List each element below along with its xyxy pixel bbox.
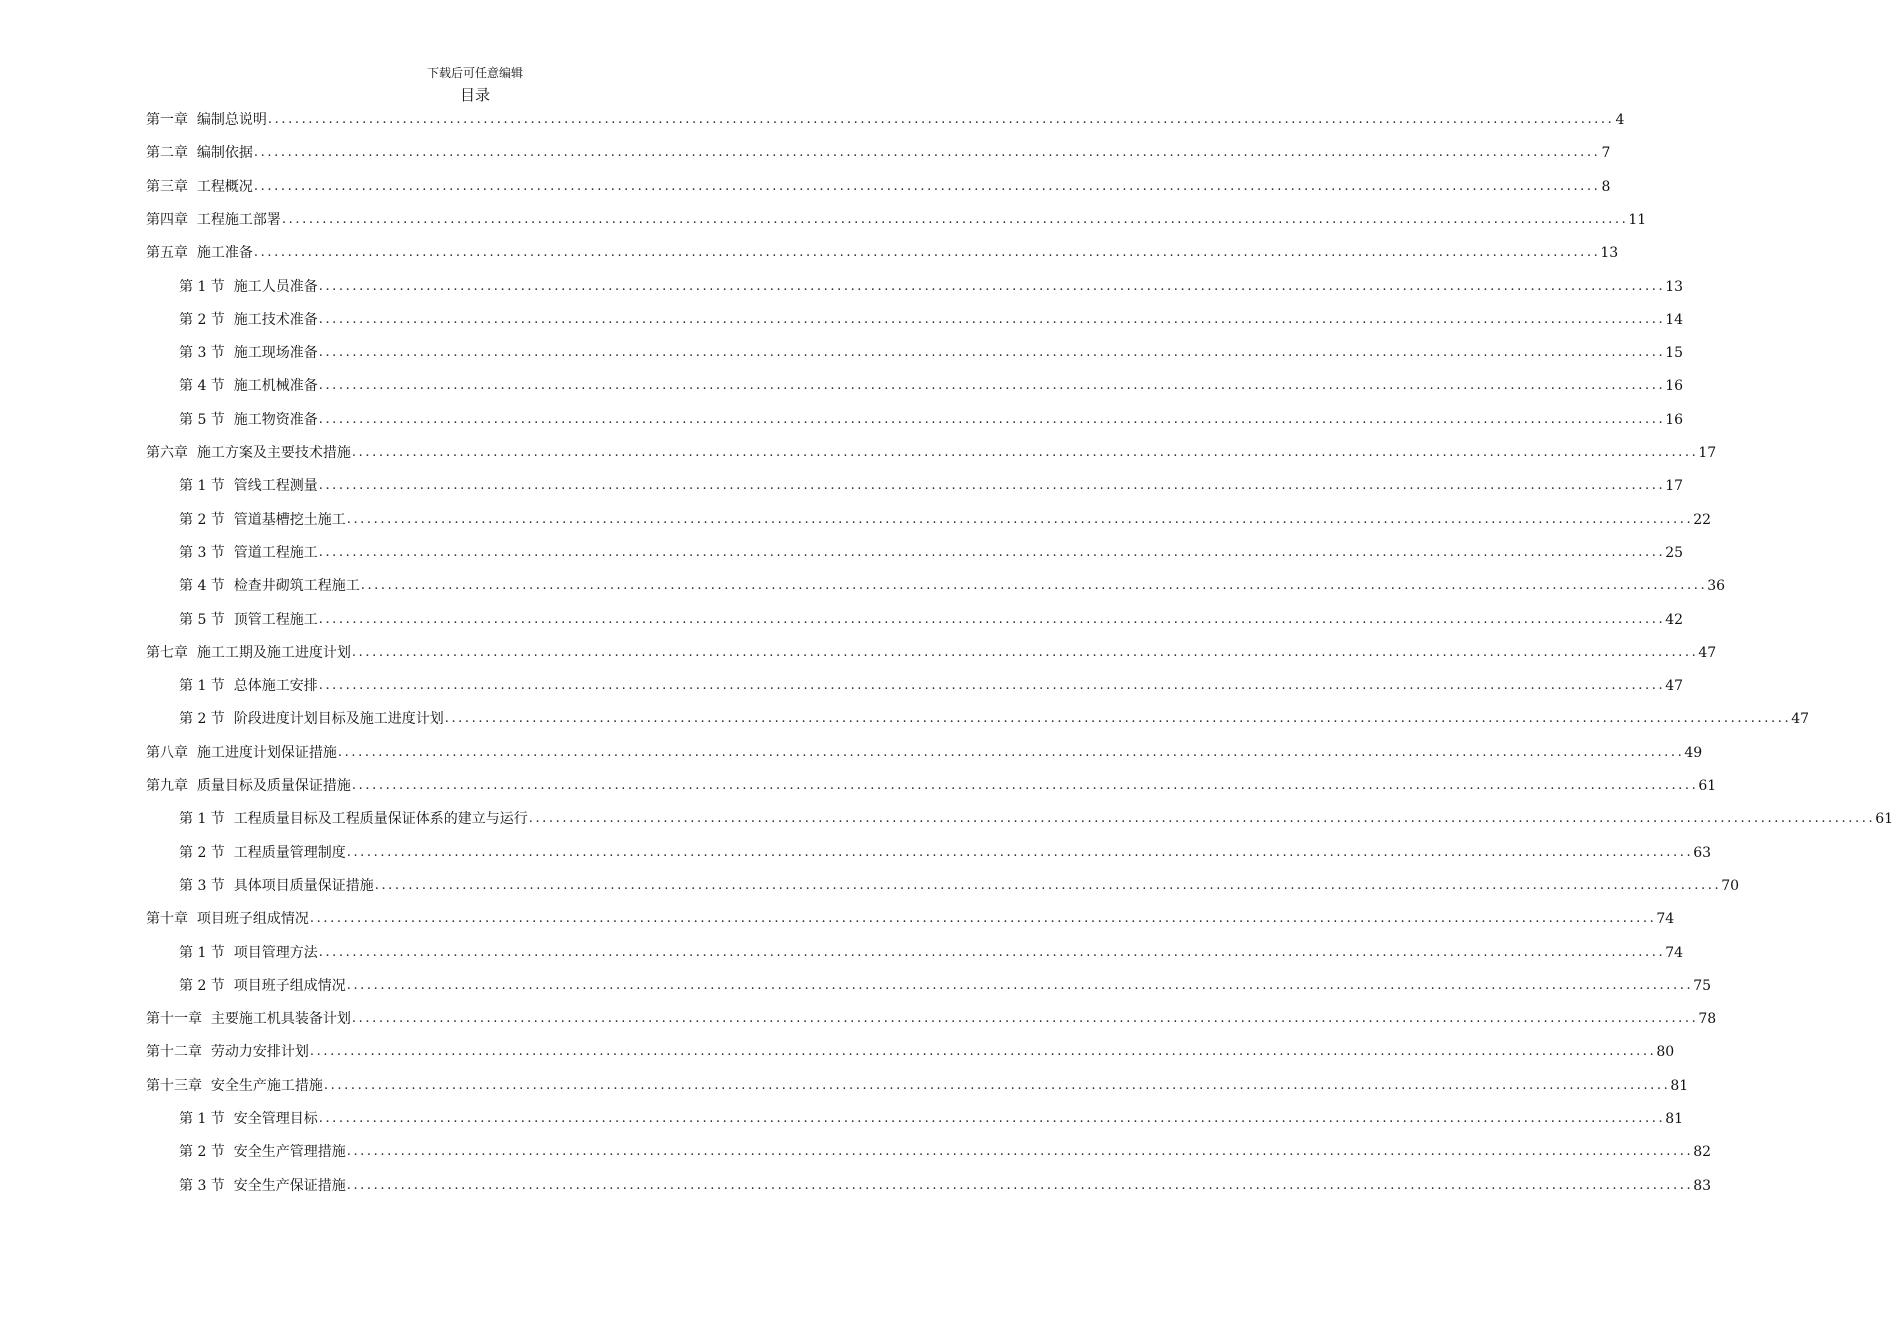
toc-entry-label: 第 1 节 项目管理方法 — [179, 944, 318, 961]
toc-dot-leader: ........................................................................................................................................................................................................ — [318, 478, 1666, 494]
toc-entry-page-number: 80 — [1656, 1044, 1675, 1061]
toc-section-entry[interactable] — [179, 608, 1684, 632]
toc-entry-page-number: 17 — [1698, 445, 1717, 461]
toc-dot-leader: ........................................................................................................................................................................................................ — [318, 1111, 1666, 1126]
toc-dot-leader: ........................................................................................................................................................................................................ — [309, 1044, 1657, 1060]
toc-chapter-entry[interactable] — [146, 208, 1647, 232]
toc-dot-leader: ........................................................................................................................................................................................................ — [318, 944, 1666, 960]
toc-entry-label: 第 3 节 管道工程施工 — [179, 544, 318, 561]
toc-entry-label: 第 5 节 顶管工程施工 — [179, 611, 318, 628]
toc-entry-page-number: 15 — [1665, 345, 1684, 362]
toc-entry-label: 第 1 节 总体施工安排 — [179, 678, 318, 695]
toc-chapter-entry[interactable] — [146, 1007, 1717, 1031]
toc-section-entry[interactable] — [179, 1140, 1712, 1164]
toc-dot-leader: ........................................................................................................................................................................................................ — [346, 511, 1694, 527]
toc-entry-label: 第 1 节 管线工程测量 — [179, 478, 318, 495]
toc-dot-leader: ........................................................................................................................................................................................................ — [528, 811, 1876, 827]
toc-entry-label: 第 3 节 施工现场准备 — [179, 345, 318, 362]
toc-section-entry[interactable] — [179, 308, 1684, 332]
toc-section-entry[interactable] — [179, 541, 1684, 565]
toc-entry-page-number: 7 — [1601, 145, 1611, 162]
toc-entry-label: 第 2 节 安全生产管理措施 — [179, 1144, 346, 1161]
toc-entry-label: 第 4 节 检查井砌筑工程施工 — [179, 578, 360, 595]
toc-entry-page-number: 61 — [1698, 778, 1717, 794]
toc-entry-page-number: 74 — [1665, 944, 1684, 961]
toc-section-entry[interactable] — [179, 707, 1810, 731]
toc-dot-leader: ........................................................................................................................................................................................................ — [318, 678, 1666, 694]
toc-dot-leader: ........................................................................................................................................................................................................ — [267, 112, 1615, 127]
toc-section-entry[interactable] — [179, 1174, 1712, 1198]
toc-section-entry[interactable] — [179, 941, 1684, 965]
toc-section-entry[interactable] — [179, 841, 1712, 865]
toc-entry-page-number: 70 — [1721, 877, 1740, 894]
toc-dot-leader: ........................................................................................................................................................................................................ — [351, 445, 1699, 460]
toc-entry-page-number: 16 — [1665, 378, 1684, 395]
toc-entry-label: 第 2 节 工程质量管理制度 — [179, 844, 346, 861]
toc-entry-page-number: 63 — [1693, 844, 1712, 861]
toc-section-entry[interactable] — [179, 1107, 1684, 1131]
toc-entry-page-number: 47 — [1698, 644, 1717, 661]
toc-chapter-entry[interactable] — [146, 1040, 1675, 1064]
toc-entry-page-number: 78 — [1698, 1011, 1717, 1028]
toc-section-entry[interactable] — [179, 974, 1712, 998]
toc-entry-page-number: 13 — [1665, 278, 1684, 295]
toc-dot-leader: ........................................................................................................................................................................................................ — [346, 844, 1694, 860]
toc-chapter-entry[interactable] — [146, 141, 1611, 165]
toc-dot-leader: ........................................................................................................................................................................................................ — [318, 544, 1666, 560]
toc-section-entry[interactable] — [179, 874, 1740, 898]
toc-dot-leader: ........................................................................................................................................................................................................ — [318, 311, 1666, 327]
toc-entry-label: 第五章 施工准备 — [146, 245, 253, 262]
toc-entry-label: 第六章 施工方案及主要技术措施 — [146, 445, 351, 461]
toc-dot-leader: ........................................................................................................................................................................................................ — [253, 145, 1601, 161]
toc-entry-page-number: 13 — [1600, 245, 1619, 262]
toc-entry-page-number: 47 — [1665, 678, 1684, 695]
toc-entry-page-number: 83 — [1693, 1177, 1712, 1194]
toc-entry-page-number: 47 — [1791, 711, 1810, 728]
toc-chapter-entry[interactable] — [146, 774, 1717, 798]
toc-dot-leader: ........................................................................................................................................................................................................ — [346, 1177, 1694, 1193]
toc-dot-leader: ........................................................................................................................................................................................................ — [360, 578, 1708, 594]
toc-title: 目录 — [459, 86, 490, 104]
toc-entry-label: 第十章 项目班子组成情况 — [146, 911, 309, 928]
toc-entry-page-number: 81 — [1670, 1077, 1689, 1094]
toc-dot-leader: ........................................................................................................................................................................................................ — [318, 611, 1666, 627]
toc-section-entry[interactable] — [179, 474, 1684, 498]
toc-dot-leader: ........................................................................................................................................................................................................ — [253, 245, 1601, 261]
toc-dot-leader: ........................................................................................................................................................................................................ — [318, 278, 1666, 294]
toc-section-entry[interactable] — [179, 674, 1684, 698]
toc-dot-leader: ........................................................................................................................................................................................................ — [318, 378, 1666, 394]
toc-chapter-entry[interactable] — [146, 108, 1625, 132]
toc-dot-leader: ........................................................................................................................................................................................................ — [346, 977, 1694, 993]
toc-entry-label: 第十二章 劳动力安排计划 — [146, 1044, 309, 1061]
toc-entry-page-number: 74 — [1656, 911, 1675, 928]
toc-entry-label: 第 2 节 管道基槽挖土施工 — [179, 511, 346, 528]
toc-section-entry[interactable] — [179, 574, 1726, 598]
toc-entry-page-number: 42 — [1665, 611, 1684, 628]
toc-dot-leader: ........................................................................................................................................................................................................ — [337, 744, 1685, 760]
toc-dot-leader: ........................................................................................................................................................................................................ — [253, 178, 1601, 194]
toc-chapter-entry[interactable] — [146, 241, 1619, 265]
toc-chapter-entry[interactable] — [146, 441, 1717, 465]
toc-chapter-entry[interactable] — [146, 641, 1717, 665]
toc-dot-leader: ........................................................................................................................................................................................................ — [323, 1077, 1671, 1093]
toc-dot-leader: ........................................................................................................................................................................................................ — [351, 1011, 1699, 1027]
toc-entry-page-number: 81 — [1665, 1111, 1684, 1127]
toc-section-entry[interactable] — [179, 341, 1684, 365]
toc-entry-label: 第二章 编制依据 — [146, 145, 253, 162]
toc-entry-page-number: 11 — [1628, 211, 1647, 228]
toc-dot-leader: ........................................................................................................................................................................................................ — [281, 211, 1629, 227]
toc-entry-page-number: 25 — [1665, 544, 1684, 561]
toc-chapter-entry[interactable] — [146, 1074, 1689, 1098]
toc-entry-page-number: 8 — [1601, 178, 1611, 195]
toc-dot-leader: ........................................................................................................................................................................................................ — [351, 778, 1699, 793]
toc-entry-label: 第八章 施工进度计划保证措施 — [146, 744, 337, 761]
toc-dot-leader: ........................................................................................................................................................................................................ — [374, 877, 1722, 893]
toc-dot-leader: ........................................................................................................................................................................................................ — [351, 644, 1699, 660]
toc-entry-label: 第十一章 主要施工机具装备计划 — [146, 1011, 351, 1028]
toc-entry-page-number: 16 — [1665, 411, 1684, 428]
toc-section-entry[interactable] — [179, 508, 1712, 532]
toc-dot-leader: ........................................................................................................................................................................................................ — [444, 711, 1792, 727]
toc-section-entry[interactable] — [179, 374, 1684, 398]
toc-entry-page-number: 75 — [1693, 977, 1712, 994]
toc-entry-label: 第 5 节 施工物资准备 — [179, 411, 318, 428]
toc-entry-label: 第 1 节 施工人员准备 — [179, 278, 318, 295]
toc-dot-leader: ........................................................................................................................................................................................................ — [309, 911, 1657, 927]
toc-entry-page-number: 61 — [1875, 811, 1893, 828]
toc-entry-label: 第一章 编制总说明 — [146, 112, 267, 128]
toc-entry-page-number: 36 — [1707, 578, 1726, 595]
toc-section-entry[interactable] — [179, 408, 1684, 432]
toc-section-entry[interactable] — [179, 275, 1684, 299]
toc-entry-page-number: 17 — [1665, 478, 1684, 495]
toc-entry-label: 第 1 节 安全管理目标 — [179, 1111, 318, 1127]
toc-entry-label: 第四章 工程施工部署 — [146, 211, 281, 228]
toc-entry-label: 第十三章 安全生产施工措施 — [146, 1077, 323, 1094]
toc-entry-label: 第九章 质量目标及质量保证措施 — [146, 778, 351, 794]
toc-entry-label: 第 3 节 具体项目质量保证措施 — [179, 877, 374, 894]
toc-dot-leader: ........................................................................................................................................................................................................ — [346, 1144, 1694, 1160]
toc-entry-label: 第 2 节 阶段进度计划目标及施工进度计划 — [179, 711, 444, 728]
toc-entry-label: 第 2 节 施工技术准备 — [179, 311, 318, 328]
toc-entry-label: 第七章 施工工期及施工进度计划 — [146, 644, 351, 661]
toc-entry-label: 第三章 工程概况 — [146, 178, 253, 195]
toc-entry-label: 第 3 节 安全生产保证措施 — [179, 1177, 346, 1194]
toc-entry-label: 第 2 节 项目班子组成情况 — [179, 977, 346, 994]
toc-entry-page-number: 82 — [1693, 1144, 1712, 1161]
toc-entry-page-number: 14 — [1665, 311, 1684, 328]
toc-dot-leader: ........................................................................................................................................................................................................ — [318, 345, 1666, 361]
toc-dot-leader: ........................................................................................................................................................................................................ — [318, 411, 1666, 427]
toc-chapter-entry[interactable] — [146, 175, 1611, 199]
toc-entry-label: 第 1 节 工程质量目标及工程质量保证体系的建立与运行 — [179, 811, 528, 828]
toc-section-entry[interactable] — [179, 807, 1893, 831]
toc-chapter-entry[interactable] — [146, 741, 1703, 765]
toc-entry-page-number: 4 — [1615, 112, 1625, 128]
header-note: 下载后可任意编辑 — [426, 66, 523, 80]
toc-entry-label: 第 4 节 施工机械准备 — [179, 378, 318, 395]
toc-entry-page-number: 49 — [1684, 744, 1703, 761]
toc-chapter-entry[interactable] — [146, 907, 1675, 931]
toc-entry-page-number: 22 — [1693, 511, 1712, 528]
